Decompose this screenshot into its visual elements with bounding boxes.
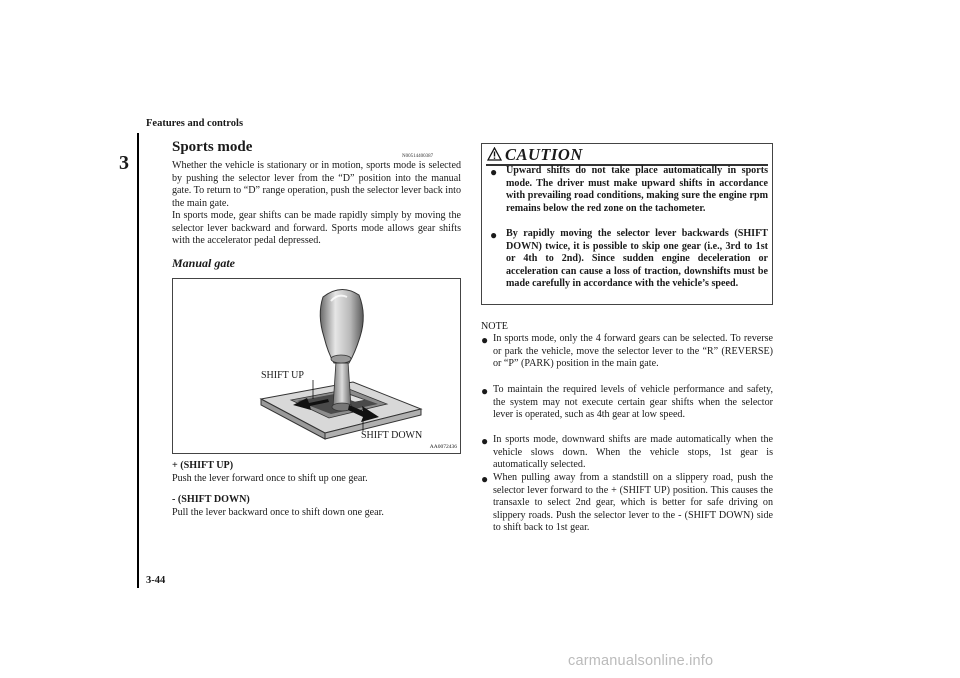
note-label: NOTE <box>481 321 508 332</box>
sports-mode-paragraph-1: Whether the vehicle is stationary or in motion, sports mode is selected by pushing the selector lever from the “D” position into the manual gate. To return to “D” range operation, push the selector lever back into the main gate. <box>172 160 461 209</box>
note-bullet-icon: ● <box>481 384 489 398</box>
note-item-3: In sports mode, downward shifts are made automatically when the vehicle slows down. When the vehicle stops, 1st gear is automatically selected. <box>493 434 773 471</box>
chapter-sidebar-bar <box>137 133 139 588</box>
shift-down-description: Pull the lever backward once to shift down one gear. <box>172 507 384 518</box>
warning-triangle-icon <box>487 147 502 161</box>
note-item-2: To maintain the required levels of vehicle performance and safety, the system may not execute certain gear shifts when the selector lever is operated, such as 4th gear at low speed. <box>493 384 773 421</box>
sports-mode-paragraph-2: In sports mode, gear shifts can be made rapidly simply by moving the selector lever backward and forward. Sports mode allows gear shifts with the accelerator pedal depressed. <box>172 210 461 247</box>
caution-title: CAUTION <box>505 145 583 164</box>
note-bullet-icon: ● <box>481 434 489 448</box>
shift-down-label: SHIFT DOWN <box>361 430 423 441</box>
caution-bullet-icon: ● <box>490 165 498 179</box>
page-header-title: Features and controls <box>146 118 244 129</box>
figure-code: AA0072436 <box>429 444 457 450</box>
note-bullet-icon: ● <box>481 333 489 347</box>
caution-item-2: By rapidly moving the selector lever backwards (SHIFT DOWN) twice, it is possible to skip one gear (i.e., 3rd to 1st or 4th to 2nd). Since sudden engine deceleration or acceleration can cause a loss of traction, downshifts must be made carefully in accordance with the vehicle’s speed. <box>506 228 768 290</box>
note-bullet-icon: ● <box>481 472 489 486</box>
section-code: N00514400387 <box>402 154 434 159</box>
gear-selector-illustration <box>173 279 460 453</box>
shift-up-description: Push the lever forward once to shift up one gear. <box>172 473 368 484</box>
shift-down-heading: - (SHIFT DOWN) <box>172 494 250 505</box>
shift-up-label: SHIFT UP <box>261 370 304 381</box>
watermark: carmanualsonline.info <box>568 653 714 669</box>
caution-item-1: Upward shifts do not take place automatically in sports mode. The driver must make upward shifts in accordance with prevailing road conditions, making sure the engine rpm remains below the red zone on the tachometer. <box>506 165 768 214</box>
caution-bullet-icon: ● <box>490 228 498 242</box>
note-item-4: When pulling away from a standstill on a slippery road, push the selector lever forward to the + (SHIFT UP) position. This causes the transaxle to select 2nd gear, which is better for safe driving on slippery roads. Push the selector lever to the - (SHIFT DOWN) side to shift back to 1st gear. <box>493 472 773 534</box>
caution-box <box>481 143 773 305</box>
note-item-1: In sports mode, only the 4 forward gears can be selected. To reverse or park the vehicle, move the selector lever to the “R” (REVERSE) or “P” (PARK) position in the main gate. <box>493 333 773 370</box>
section-title: Sports mode <box>172 139 253 155</box>
selector-knob <box>320 289 363 363</box>
manual-gate-heading: Manual gate <box>172 256 236 270</box>
shift-up-heading: + (SHIFT UP) <box>172 460 234 471</box>
page-number: 3-44 <box>146 575 166 586</box>
chapter-number: 3 <box>119 152 129 174</box>
manual-gate-figure <box>172 278 461 454</box>
